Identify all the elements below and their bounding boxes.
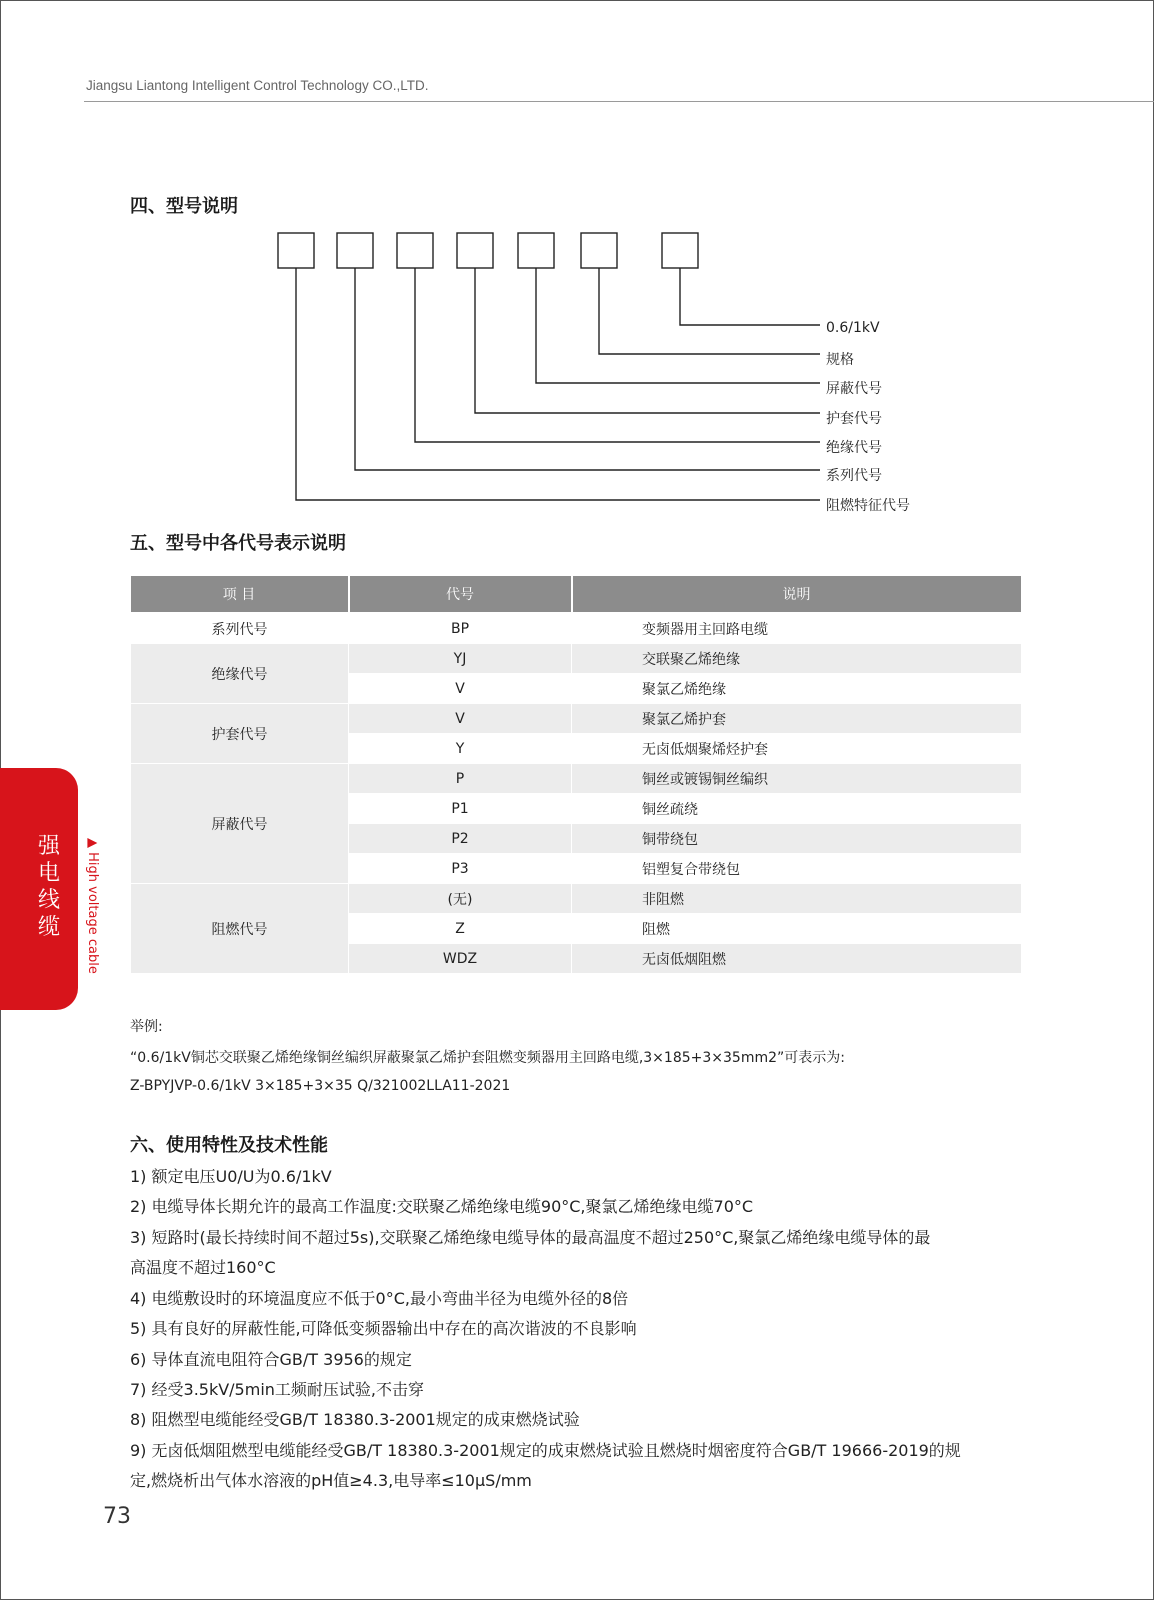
spec-line: 定,燃烧析出气体水溶液的pH值≥4.3,电导率≤10μS/mm [130, 1471, 532, 1490]
code-box-5 [518, 233, 554, 268]
desc-cell: 阻燃 [572, 914, 1022, 944]
desc-cell: 铝塑复合带绕包 [572, 854, 1022, 884]
code-cell: P1 [349, 794, 572, 824]
table-header-code: 代号 [349, 576, 572, 613]
code-box-2 [337, 233, 373, 268]
desc-cell: 铜丝疏绕 [572, 794, 1022, 824]
leader-line-flame [296, 268, 820, 500]
table-row [131, 644, 1022, 674]
code-cell: YJ [349, 644, 572, 674]
code-box-6 [581, 233, 617, 268]
code-cell: WDZ [349, 944, 572, 974]
spec-line: 2) 电缆导体长期允许的最高工作温度:交联聚乙烯绝缘电缆90°C,聚氯乙烯绝缘电缆70°C [130, 1197, 754, 1216]
diagram-label-series: 系列代号 [826, 468, 882, 484]
group-cell-shield: 屏蔽代号 [131, 764, 349, 884]
code-cell: Y [349, 734, 572, 764]
table-row [131, 884, 1022, 914]
desc-cell: 聚氯乙烯护套 [572, 704, 1022, 734]
code-cell: BP [349, 613, 572, 644]
table-header-desc: 说明 [572, 576, 1022, 613]
table-row [131, 613, 1022, 644]
leader-line-voltage [680, 268, 820, 325]
spec-line: 6) 导体直流电阻符合GB/T 3956的规定 [130, 1350, 412, 1369]
desc-cell: 聚氯乙烯绝缘 [572, 674, 1022, 704]
code-cell: P3 [349, 854, 572, 884]
group-cell-insulation: 绝缘代号 [131, 644, 349, 704]
side-tab-english-wrap [82, 838, 104, 978]
desc-cell: 铜带绕包 [572, 824, 1022, 854]
leader-line-series [355, 268, 820, 470]
diagram-label-spec: 规格 [826, 352, 854, 368]
section6-title: 六、使用特性及技术性能 [130, 1135, 328, 1156]
section5-title: 五、型号中各代号表示说明 [130, 533, 346, 554]
page-number: 73 [103, 1504, 131, 1529]
code-box-7 [662, 233, 698, 268]
spec-line: 7) 经受3.5kV/5min工频耐压试验,不击穿 [130, 1380, 424, 1399]
side-tab-chinese-label: 强电线缆 [37, 834, 60, 940]
desc-cell: 交联聚乙烯绝缘 [572, 644, 1022, 674]
table-row [131, 764, 1022, 794]
code-cell: V [349, 704, 572, 734]
spec-line: 9) 无卤低烟阻燃型电缆能经受GB/T 18380.3-2001规定的成束燃烧试验且燃烧时烟密度符合GB/T 19666-2019的规 [130, 1441, 961, 1460]
desc-cell: 无卤低烟聚烯烃护套 [572, 734, 1022, 764]
leader-line-sheath [475, 268, 820, 413]
section4-title: 四、型号说明 [130, 196, 238, 217]
spec-line: 5) 具有良好的屏蔽性能,可降低变频器输出中存在的高次谐波的不良影响 [130, 1319, 637, 1338]
group-cell-flame: 阻燃代号 [131, 884, 349, 974]
code-cell: V [349, 674, 572, 704]
spec-line: 8) 阻燃型电缆能经受GB/T 18380.3-2001规定的成束燃烧试验 [130, 1410, 580, 1429]
code-box-1 [278, 233, 314, 268]
diagram-label-voltage: 0.6/1kV [826, 320, 880, 336]
example-label: 举例: [130, 1019, 163, 1035]
diagram-label-flame: 阻燃特征代号 [826, 498, 910, 514]
code-box-4 [457, 233, 493, 268]
code-cell: P [349, 764, 572, 794]
desc-cell: 无卤低烟阻燃 [572, 944, 1022, 974]
desc-cell: 非阻燃 [572, 884, 1022, 914]
example-line-1: “0.6/1kV铜芯交联聚乙烯绝缘铜丝编织屏蔽聚氯乙烯护套阻燃变频器用主回路电缆,3×185+3×35mm2”可表示为: [130, 1050, 845, 1066]
leader-line-spec [599, 268, 820, 354]
spec-line: 高温度不超过160°C [130, 1258, 276, 1277]
desc-cell: 铜丝或镀锡铜丝编织 [572, 764, 1022, 794]
company-name: Jiangsu Liantong Intelligent Control Technology CO.,LTD. [86, 78, 429, 93]
spec-line: 3) 短路时(最长持续时间不超过5s),交联聚乙烯绝缘电缆导体的最高温度不超过250°C,聚氯乙烯绝缘电缆导体的最 [130, 1228, 931, 1247]
spec-line: 4) 电缆敷设时的环境温度应不低于0°C,最小弯曲半径为电缆外径的8倍 [130, 1289, 629, 1308]
diagram-label-shield: 屏蔽代号 [826, 381, 882, 397]
table-header-item: 项 目 [131, 576, 349, 613]
diagram-label-insulation: 绝缘代号 [826, 440, 882, 456]
code-cell: P2 [349, 824, 572, 854]
table-header-row [131, 576, 1022, 613]
diagram-label-sheath: 护套代号 [826, 411, 882, 427]
example-line-2: Z-BPYJVP-0.6/1kV 3×185+3×35 Q/321002LLA11-2021 [130, 1078, 511, 1094]
desc-cell: 变频器用主回路电缆 [572, 613, 1022, 644]
code-cell: (无) [349, 884, 572, 914]
group-cell-sheath: 护套代号 [131, 704, 349, 764]
code-table [130, 576, 1023, 974]
code-cell: Z [349, 914, 572, 944]
table-row [131, 704, 1022, 734]
spec-line: 1) 额定电压U0/U为0.6/1kV [130, 1167, 332, 1186]
side-tab-english-label: ▲ High voltage cable [85, 838, 100, 974]
leader-line-insulation [415, 268, 820, 442]
code-box-3 [397, 233, 433, 268]
model-code-diagram [0, 0, 1154, 520]
group-cell-series: 系列代号 [131, 613, 349, 644]
